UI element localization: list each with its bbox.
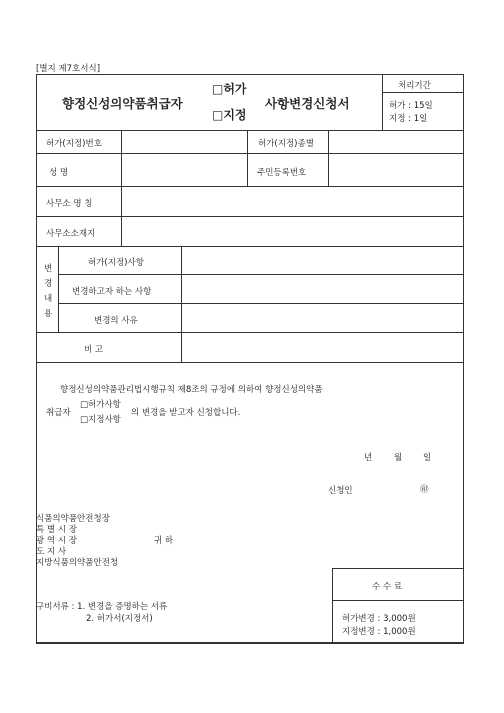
designation-matters-option[interactable]: □지정사항 bbox=[80, 415, 121, 425]
permit-checkbox[interactable]: □허가 bbox=[212, 82, 247, 96]
addressee-3: 광 역 시 장 bbox=[36, 536, 77, 546]
seal-mark: ㊞ bbox=[420, 485, 429, 495]
change-reason-label: 변경의 사유 bbox=[94, 316, 138, 326]
office-address-label: 사무소소재지 bbox=[46, 229, 96, 239]
designation-checkbox[interactable]: □지정 bbox=[212, 108, 247, 122]
addressee-2: 특 별 시 장 bbox=[36, 525, 77, 535]
remarks-field[interactable] bbox=[182, 333, 462, 361]
change-label-2: 경 bbox=[44, 279, 53, 289]
processing-designation: 지정 : 1일 bbox=[389, 114, 428, 124]
desired-change-label: 변경하고자 하는 사항 bbox=[72, 287, 152, 297]
permit-number-label: 허가(지정)번호 bbox=[46, 139, 102, 149]
desired-change-field[interactable] bbox=[182, 275, 462, 302]
processing-permit: 허가 : 15일 bbox=[389, 101, 433, 111]
change-label-4: 용 bbox=[44, 309, 53, 319]
office-name-label: 사무소 명 칭 bbox=[46, 199, 93, 209]
permit-matters-option[interactable]: □허가사항 bbox=[80, 400, 121, 410]
date-month-label: 월 bbox=[394, 453, 403, 463]
date-year-label: 년 bbox=[364, 453, 373, 463]
title-right: 사항변경신청서 bbox=[265, 96, 350, 111]
statement-suffix: 의 변경을 받고자 신청합니다. bbox=[131, 408, 241, 418]
required-docs-line2: 2. 허가서(지정서) bbox=[86, 614, 153, 624]
processing-period-label: 처리기간 bbox=[398, 81, 431, 91]
fee-header: 수 수 료 bbox=[372, 582, 403, 592]
statement-line1: 향정신성의약품관리법시행규칙 제8조의 규정에 의하여 향정신성의약품 bbox=[60, 385, 323, 395]
form-number: [별지 제7호서식] bbox=[36, 64, 101, 74]
honorific: 귀 하 bbox=[154, 536, 174, 546]
addressee-4: 도 지 사 bbox=[36, 547, 67, 557]
permit-number-field[interactable] bbox=[122, 131, 246, 152]
permit-type-label: 허가(지정)종별 bbox=[258, 139, 314, 149]
resident-number-field[interactable] bbox=[329, 154, 462, 185]
name-field[interactable] bbox=[122, 154, 246, 185]
permit-type-field[interactable] bbox=[329, 131, 462, 152]
change-reason-field[interactable] bbox=[182, 304, 462, 331]
title-left: 향정신성의약품취급자 bbox=[62, 96, 183, 111]
fee-designation-change: 지정변경 : 1,000원 bbox=[342, 627, 416, 637]
office-address-field[interactable] bbox=[122, 217, 462, 245]
addressee-1: 식품의약품안전청장 bbox=[36, 514, 110, 524]
change-label-3: 내 bbox=[44, 294, 53, 304]
date-day-label: 일 bbox=[423, 453, 432, 463]
change-label-1: 변 bbox=[44, 264, 53, 274]
required-docs-line1: 구비서류 : 1. 변경을 증명하는 서류 bbox=[36, 602, 168, 612]
remarks-label: 비 고 bbox=[84, 345, 104, 355]
name-label: 성 명 bbox=[49, 168, 69, 178]
current-permit-label: 허가(지정)사항 bbox=[88, 258, 144, 268]
addressee-5: 지방식품의약품안전청 bbox=[36, 558, 119, 568]
office-name-field[interactable] bbox=[122, 187, 462, 215]
fee-permit-change: 허가변경 : 3,000원 bbox=[342, 614, 416, 624]
applicant-label: 신청인 bbox=[328, 486, 353, 496]
resident-number-label: 주민등록번호 bbox=[257, 168, 307, 178]
current-permit-field[interactable] bbox=[182, 247, 462, 273]
statement-prefix: 취급자 bbox=[46, 408, 71, 418]
